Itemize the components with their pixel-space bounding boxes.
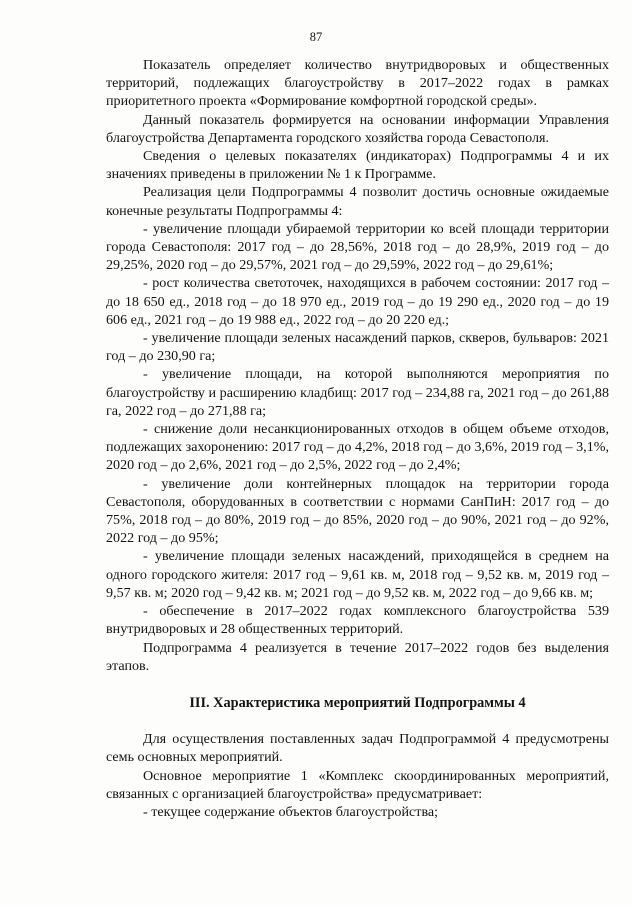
paragraph-main-activity-1: Основное мероприятие 1 «Комплекс скоординированных мероприятий, связанных с организацией благоустройства» предусматривает:: [106, 767, 609, 802]
page-number: 87: [309, 30, 323, 44]
list-item-green-area-per-resident: - увеличение площади зеленых насаждений, приходящейся в среднем на одного городского жителя: 2017 год – 9,61 кв. м, 2018 год – 9,52 кв. м, 2019 год – 9,57 кв. м; 2020 год – 9,42 кв. м; 2021 год – до 9,52 кв. м, 2022 год – до 9,66 кв. м;: [106, 548, 609, 601]
list-item-light-points: - рост количества светоточек, находящихся в рабочем состоянии: 2017 год – до 18 650 ед., 2018 год – до 18 970 ед., 2019 год – до 19 290 ед., 2020 год – до 19 606 ед., 2021 год – до 19 988 ед., 2022 год – до 20 220 ед.;: [106, 275, 609, 328]
paragraph-implementation-period: Подпрограмма 4 реализуется в течение 2017–2022 годов без выделения этапов.: [106, 639, 609, 674]
list-item-unauthorized-waste: - снижение доли несанкционированных отходов в общем объеме отходов, подлежащих захоронению: 2017 год – до 4,2%, 2018 год – до 3,6%, 2019 год – 3,1%, 2020 год – до 2,6%, 2021 год – до 2,5%, 2022 год – до 2,4%;: [106, 421, 609, 474]
paragraph-main-activities: Для осуществления поставленных задач Подпрограммой 4 предусмотрены семь основных мероприятий.: [106, 731, 609, 766]
list-item-park-green-area: - увеличение площади зеленых насаждений парков, скверов, бульваров: 2021 год – до 230,90 га;: [106, 330, 609, 365]
document-body: [106, 56, 609, 821]
paragraph-indicator-description: Показатель определяет количество внутридворовых и общественных территорий, подлежащих благоустройству в 2017–2022 годах в рамках приоритетного проекта «Формирование комфортной городской среды».: [106, 57, 609, 110]
list-item-cleaned-area: - увеличение площади убираемой территории ко всей площади территории города Севастополя: 2017 год – до 28,56%, 2018 год – до 28,9%, 2019 год – до 29,25%, 2020 год – до 29,57%, 2021 год – до 29,59%, 2022 год – до 29,61%;: [106, 220, 609, 274]
paragraph-indicator-source: Данный показатель формируется на основании информации Управления благоустройства Департамента городского хозяйства города Севастополя.: [106, 111, 609, 146]
list-item-territory-improvement: - обеспечение в 2017–2022 годах комплексного благоустройства 539 внутридворовых и 28 общественных территорий.: [106, 603, 609, 638]
list-item-maintenance: - текущее содержание объектов благоустройства;: [143, 803, 439, 820]
list-item-cemetery-area: - увеличение площади, на которой выполняются мероприятия по благоустройству и расширению кладбищ: 2017 год – 234,88 га, 2021 год – до 261,88 га, 2022 год – до 271,88 га;: [106, 366, 609, 419]
list-item-container-sites: - увеличение доли контейнерных площадок на территории города Севастополя, оборудованных в соответствии с нормами СанПиН: 2017 год – до 75%, 2018 год – до 80%, 2019 год – до 85%, 2020 год – до 90%, 2021 год – до 92%, 2022 год – до 95%;: [106, 475, 609, 547]
paragraph-expected-results-intro: Реализация цели Подпрограммы 4 позволит достичь основные ожидаемые конечные результаты Подпрограммы 4:: [106, 184, 609, 219]
paragraph-indicator-reference: Сведения о целевых показателях (индикаторах) Подпрограммы 4 и их значениях приведены в приложении № 1 к Программе.: [106, 148, 609, 183]
section-heading: III. Характеристика мероприятий Подпрограммы 4: [189, 694, 526, 711]
